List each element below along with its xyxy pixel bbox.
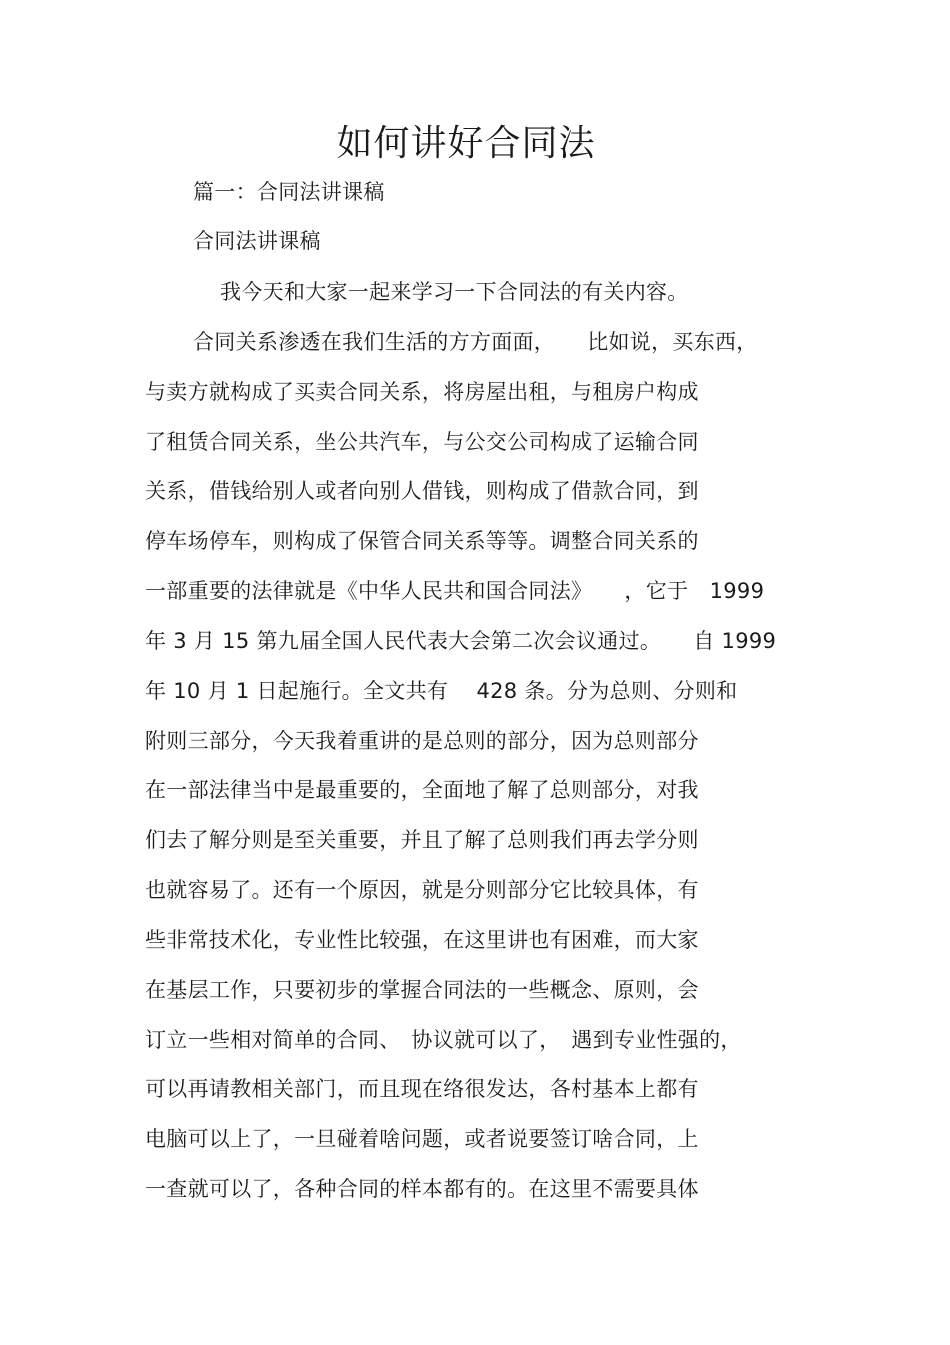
- paragraph-line: 可以再请教相关部门，而且现在络很发达，各村基本上都有: [145, 1077, 699, 1101]
- paragraph-line: 也就容易了。还有一个原因，就是分则部分它比较具体，有: [145, 878, 699, 902]
- paragraph-line: 年 10 月 1 日起施行。全文共有 428 条。分为总则、分则和: [145, 679, 738, 703]
- paragraph-line: 们去了解分则是至关重要，并且了解了总则我们再去学分则: [145, 828, 699, 852]
- paragraph-line: 年 3 月 15 第九届全国人民代表大会第二次会议通过。 自 1999: [145, 629, 777, 653]
- paragraph-line: 电脑可以上了，一旦碰着啥问题，或者说要签订啥合同，上: [145, 1127, 699, 1151]
- paragraph-line: 合同关系渗透在我们生活的方方面面， 比如说，买东西，: [193, 330, 758, 354]
- paragraph-line: 停车场停车，则构成了保管合同关系等等。调整合同关系的: [145, 529, 699, 553]
- section-heading: 篇一：合同法讲课稿: [193, 180, 385, 204]
- paragraph-line: 我今天和大家一起来学习一下合同法的有关内容。: [220, 280, 689, 304]
- paragraph-line: 订立一些相对简单的合同、 协议就可以了， 遇到专业性强的，: [145, 1028, 742, 1052]
- paragraph-line: 一部重要的法律就是《中华人民共和国合同法》 ，它于 1999: [145, 579, 765, 603]
- paragraph-line: 附则三部分，今天我着重讲的是总则的部分，因为总则部分: [145, 729, 699, 753]
- subtitle: 合同法讲课稿: [193, 229, 321, 253]
- paragraph-line: 一查就可以了，各种合同的样本都有的。在这里不需要具体: [145, 1177, 699, 1201]
- paragraph-line: 些非常技术化，专业性比较强，在这里讲也有困难，而大家: [145, 928, 699, 952]
- paragraph-line: 与卖方就构成了买卖合同关系，将房屋出租，与租房户构成: [145, 380, 699, 404]
- paragraph-line: 在基层工作，只要初步的掌握合同法的一些概念、原则，会: [145, 978, 699, 1002]
- paragraph-line: 了租赁合同关系，坐公共汽车，与公交公司构成了运输合同: [145, 430, 699, 454]
- paragraph-line: 关系，借钱给别人或者向别人借钱，则构成了借款合同，到: [145, 479, 699, 503]
- document-title: 如何讲好合同法: [336, 123, 596, 164]
- paragraph-line: 在一部法律当中是最重要的，全面地了解了总则部分，对我: [145, 778, 699, 802]
